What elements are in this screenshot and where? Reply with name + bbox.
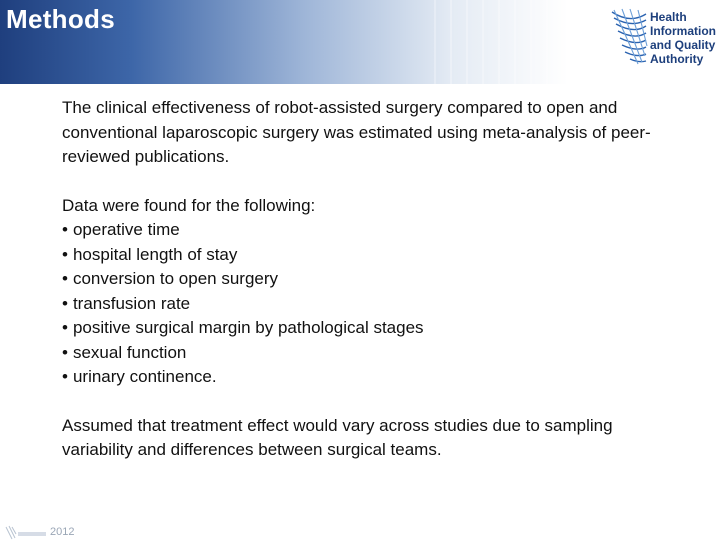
- list-item-text: operative time: [72, 220, 180, 239]
- list-item: [62, 218, 682, 243]
- list-item: [62, 316, 682, 341]
- list-item: [62, 292, 682, 317]
- hiqa-globe-icon: [608, 6, 650, 68]
- list-item-text: conversion to open surgery: [72, 269, 279, 288]
- bullet-icon: •: [62, 342, 68, 362]
- bullet-icon: •: [62, 293, 68, 313]
- logo-line: Information: [650, 24, 716, 38]
- hiqa-logo-text: [650, 10, 726, 66]
- logo-line: and Quality: [650, 38, 716, 52]
- conference-logo-icon: [4, 524, 48, 542]
- logo-line: Health: [650, 10, 687, 24]
- spacer: [62, 390, 682, 414]
- conclusion-paragraph: Assumed that treatment effect would vary across studies due to sampling variability and differences between surgical teams.: [62, 415, 613, 459]
- list-item: [62, 243, 682, 268]
- list-item-text: urinary continence.: [72, 367, 217, 386]
- intro-paragraph: The clinical effectiveness of robot-assisted surgery compared to open and conventional laparoscopic surgery was estimated using meta-analysis of peer-reviewed publications.: [62, 98, 651, 166]
- bullet-icon: •: [62, 318, 68, 337]
- list-item-text: positive surgical margin by pathological stages: [72, 318, 424, 337]
- footer-year: 2012: [50, 526, 75, 538]
- bullet-icon: •: [62, 220, 68, 239]
- list-item-text: hospital length of stay: [72, 244, 238, 264]
- hiqa-logo: [608, 6, 724, 68]
- slide-title: Methods: [6, 4, 115, 34]
- bullet-icon: •: [62, 269, 68, 288]
- slide-body: [62, 96, 682, 463]
- list-item: [62, 341, 682, 366]
- logo-line: Authority: [650, 52, 704, 66]
- header-stripes: [420, 0, 610, 84]
- list-item-text: transfusion rate: [72, 293, 191, 313]
- bullet-icon: •: [62, 367, 68, 386]
- list-item: [62, 365, 682, 390]
- footer-logo: [4, 524, 100, 542]
- list-item: [62, 267, 682, 292]
- data-heading: Data were found for the following:: [62, 195, 316, 215]
- bullet-icon: •: [62, 244, 68, 264]
- spacer: [62, 170, 682, 194]
- list-item-text: sexual function: [72, 342, 187, 362]
- data-list: [62, 218, 682, 390]
